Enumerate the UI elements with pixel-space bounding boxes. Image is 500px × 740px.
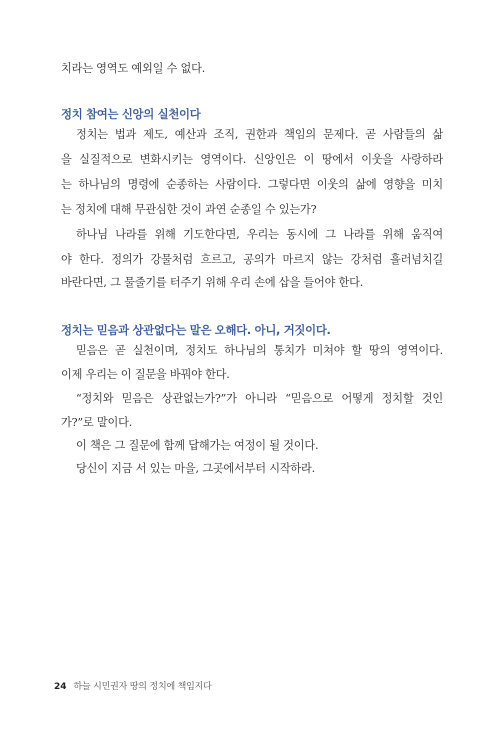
paragraph-line: “정치와 믿음은 상관없는가?”가 아니라 “믿음으로 어떻게 정치할 것인 xyxy=(76,392,443,405)
section-heading-2: 정치는 믿음과 상관없다는 말은 오해다. 아니, 거짓이다. xyxy=(61,323,331,337)
paragraph-line: 을 실질적으로 변화시키는 영역이다. 신앙인은 이 땅에서 이웃을 사랑하라 xyxy=(61,153,443,166)
section-heading-1: 정치 참여는 신앙의 실천이다 xyxy=(61,107,201,121)
paragraph-line: 하나님 나라를 위해 기도한다면, 우리는 동시에 그 나라를 위해 움직여 xyxy=(76,228,443,241)
paragraph-line: 믿음은 곧 실천이며, 정치도 하나님의 통치가 미쳐야 할 땅의 영역이다. xyxy=(76,344,443,357)
page-footer xyxy=(54,681,212,693)
paragraph-line: 야 한다. 정의가 강물처럼 흐르고, 공의가 마르지 않는 강처럼 흘러넘치길 xyxy=(61,253,443,266)
paragraph-line: 바란다면, 그 물줄기를 터주기 위해 우리 손에 삽을 들어야 한다. xyxy=(61,276,364,289)
paragraph-line: 이 책은 그 질문에 함께 답해가는 여정이 될 것이다. xyxy=(76,439,319,452)
paragraph-line: 는 정치에 대해 무관심한 것이 과연 순종일 수 있는가? xyxy=(61,203,317,216)
paragraph-line: 는 하나님의 명령에 순종하는 사람이다. 그렇다면 이웃의 삶에 영향을 미치 xyxy=(61,178,443,191)
paragraph-line: 당신이 지금 서 있는 마을, 그곳에서부터 시작하라. xyxy=(76,462,315,475)
paragraph-line: 정치는 법과 제도, 예산과 조직, 권한과 책임의 문제다. 곧 사람들의 삶 xyxy=(76,128,443,141)
paragraph-line: 이제 우리는 이 질문을 바꿔야 한다. xyxy=(61,368,230,381)
page-number: 24 xyxy=(54,682,67,692)
intro-text-line: 치라는 영역도 예외일 수 없다. xyxy=(61,62,206,75)
running-title: 하늘 시민권자 땅의 정치에 책임지다 xyxy=(73,682,212,692)
paragraph-line: 가?”로 말이다. xyxy=(61,416,133,429)
